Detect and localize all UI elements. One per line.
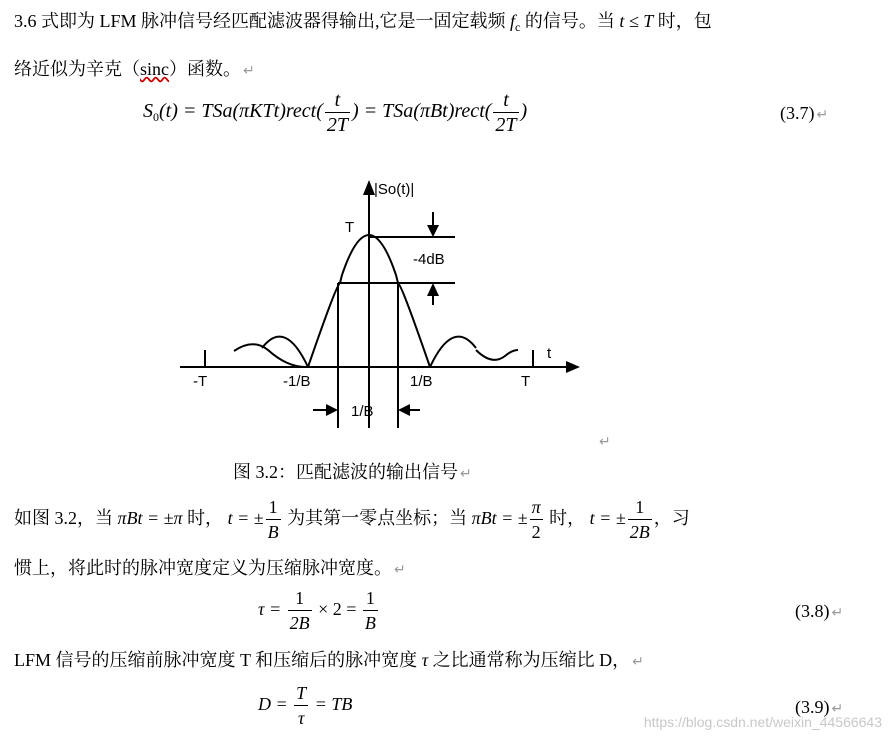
para2-text-e: ，习 xyxy=(653,508,690,528)
eq39-frac-den: τ xyxy=(297,708,305,729)
equation-3-9 xyxy=(258,680,352,730)
side-lobe-right-outer xyxy=(476,350,518,360)
y-axis-label: |So(t)| xyxy=(374,181,415,198)
eq38-frac1-num: 1 xyxy=(288,586,312,611)
eq38-frac2 xyxy=(363,586,378,635)
para2-line1 xyxy=(14,494,690,544)
width-arrow-right-head xyxy=(398,404,410,416)
db-arrow-down-head xyxy=(427,225,439,237)
tick-label-neg-1B: -1/B xyxy=(283,373,311,390)
eq38-frac1 xyxy=(288,586,312,635)
para2-text-d: 时， xyxy=(549,508,586,528)
watermark: https://blog.csdn.net/weixin_44566643 xyxy=(643,714,882,730)
x-axis-label: t xyxy=(547,345,552,362)
eq38-frac2-den: B xyxy=(364,613,376,634)
eq37-frac1-num: t xyxy=(325,88,350,113)
return-mark: ↵ xyxy=(460,466,472,482)
para2-text-f: 惯上，将此时的脉冲宽度定义为压缩脉冲宽度。 xyxy=(14,558,392,578)
eq37-part3: ) xyxy=(520,100,528,123)
sinc-word: sinc xyxy=(140,59,169,79)
eq37-frac1-den: 2T xyxy=(326,114,348,136)
condition-expr: t ≤ T xyxy=(619,11,654,31)
peak-label: T xyxy=(345,219,355,236)
return-mark: ↵ xyxy=(394,562,406,578)
eq38-lhs: τ = xyxy=(258,599,282,619)
para1-text-c: 时，包 xyxy=(657,11,712,31)
eq37-frac2-den: 2T xyxy=(495,114,517,136)
para1-text-a: 3.6 式即为 LFM 脉冲信号经匹配滤波器得输出,它是一固定载频 xyxy=(14,11,506,31)
para2-text-c: 为其第一零点坐标；当 xyxy=(287,508,468,528)
return-mark: ↵ xyxy=(599,434,611,450)
para2-cond1: πBt = ±π xyxy=(117,508,183,528)
return-mark: ↵ xyxy=(831,605,844,621)
para2-frac-c2-num: π xyxy=(530,495,543,520)
eq37-lhs-sub: 0 xyxy=(153,110,159,125)
para2-text-b: 时， xyxy=(187,508,224,528)
eq39-frac-num: T xyxy=(294,681,308,706)
eq37-part1: (t) = TSa(πKTt)rect( xyxy=(159,100,323,123)
para2-frac-c2-den: 2 xyxy=(531,522,541,543)
eq39-frac xyxy=(294,681,308,730)
return-mark: ↵ xyxy=(831,701,844,717)
para2-text-a: 如图 3.2，当 xyxy=(14,508,113,528)
eq37-part2: ) = TSa(πBt)rect( xyxy=(352,100,492,123)
db-arrow-up-head xyxy=(427,283,439,296)
para2-frac-t2-den: 2B xyxy=(629,522,650,543)
width-arrow-left-head xyxy=(326,404,338,416)
eq39-rhs: = TB xyxy=(314,694,353,714)
width-label: 1/B xyxy=(351,403,374,420)
para2-frac-c2 xyxy=(530,495,543,544)
para2-t1-pre: t = ± xyxy=(227,508,264,528)
para1-text-d: 络近似为辛克（ xyxy=(14,59,140,79)
fc-subscript: c xyxy=(515,20,521,34)
eq39-number: (3.9) xyxy=(795,697,830,717)
eq38-number-row xyxy=(795,601,843,622)
return-mark: ↵ xyxy=(816,107,829,123)
eq39-lhs: D = xyxy=(258,694,288,714)
tick-label-neg-T: -T xyxy=(193,373,208,390)
tick-label-pos-T: T xyxy=(521,373,531,390)
para2-t2-pre: t = ± xyxy=(589,508,626,528)
para2-line2 xyxy=(14,556,406,582)
para2-frac-t1-den: B xyxy=(267,522,279,543)
para2-frac-t1-num: 1 xyxy=(266,495,281,520)
para2-cond2-pre: πBt = ± xyxy=(471,508,528,528)
db-label: -4dB xyxy=(413,251,445,268)
equation-3-8 xyxy=(258,585,380,635)
side-lobe-right xyxy=(430,337,476,367)
return-mark: ↵ xyxy=(243,63,255,79)
para2-frac-t2 xyxy=(628,495,652,544)
figure-caption xyxy=(233,460,472,486)
eq38-frac2-num: 1 xyxy=(363,586,378,611)
eq38-frac1-den: 2B xyxy=(289,613,310,634)
para2-frac-t2-num: 1 xyxy=(628,495,652,520)
eq37-lhs: S xyxy=(143,100,153,123)
eq37-frac2-num: t xyxy=(493,88,518,113)
para3-text-b: 之比通常称为压缩比 D， xyxy=(432,650,631,670)
tick-label-pos-1B: 1/B xyxy=(410,373,433,390)
para3-tau: τ xyxy=(421,650,429,670)
para1-text-e: ）函数。 xyxy=(169,59,241,79)
para1-text-b: 的信号。当 xyxy=(524,11,615,31)
eq37-number: (3.7) xyxy=(780,103,815,123)
fc-letter: f xyxy=(510,11,516,31)
para3-text-a: LFM 信号的压缩前脉冲宽度 T 和压缩后的脉冲宽度 xyxy=(14,650,418,670)
para3 xyxy=(14,648,644,674)
para2-frac-t1 xyxy=(266,495,281,544)
caption-text: 图 3.2：匹配滤波的输出信号 xyxy=(233,462,458,482)
x-axis-arrow xyxy=(566,361,580,373)
eq38-number: (3.8) xyxy=(795,601,830,621)
eq38-mid: × 2 = xyxy=(318,599,357,619)
return-mark: ↵ xyxy=(632,654,644,670)
